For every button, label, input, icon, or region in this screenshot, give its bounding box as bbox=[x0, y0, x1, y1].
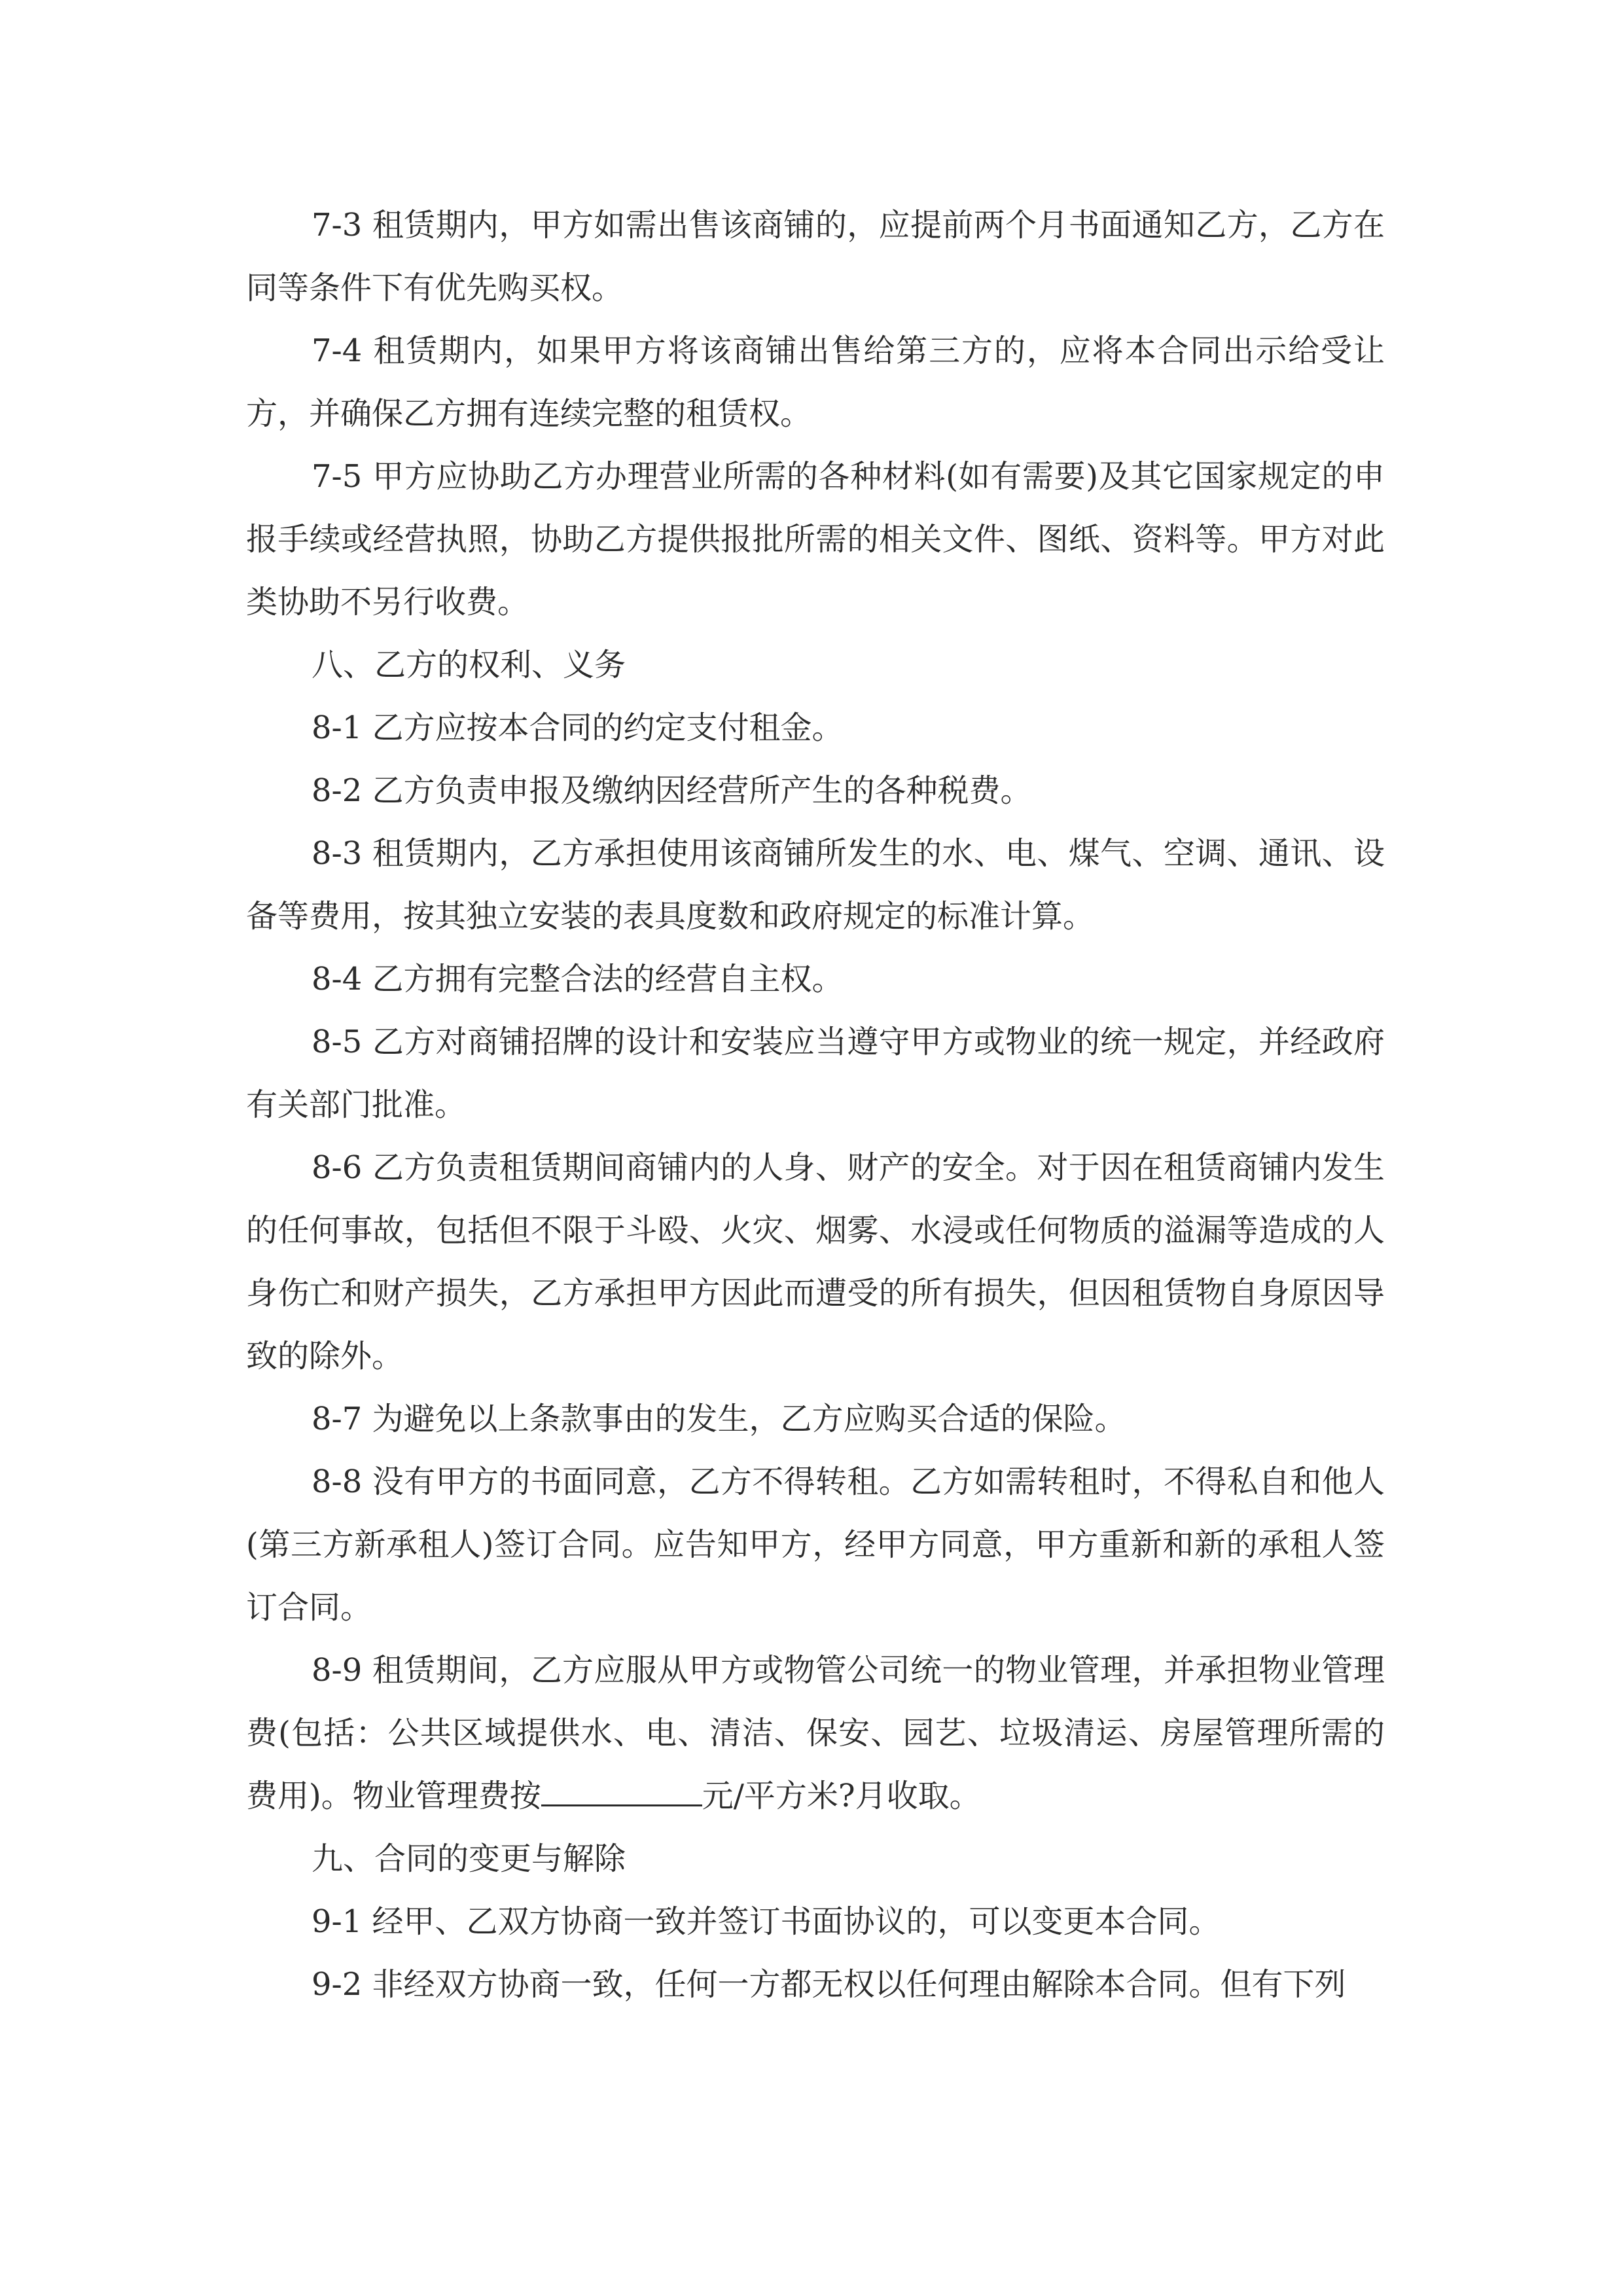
clause-8-1: 8-1 乙方应按本合同的约定支付租金。 bbox=[312, 709, 844, 746]
clause-8-4: 8-4 乙方拥有完整合法的经营自主权。 bbox=[312, 961, 844, 997]
document-body bbox=[246, 194, 1385, 2016]
clause-8-6: 8-6 乙方负责租赁期间商铺内的人身、财产的安全。对于因在租赁商铺内发生的任何事故，包括但不限于斗殴、火灾、烟雾、水浸或任何物质的溢漏等造成的人身伤亡和财产损失，乙方承担甲方因此而遭受的所有损失，但因租赁物自身原因导致的除外。 bbox=[246, 1149, 1385, 1374]
clause-9-1: 9-1 经甲、乙双方协商一致并签订书面协议的，可以变更本合同。 bbox=[312, 1903, 1221, 1940]
clause-8-9-text-before: 8-9 租赁期间，乙方应服从甲方或物管公司统一的物业管理，并承担物业管理费(包括：公共区域提供水、电、清洁、保安、园艺、垃圾清运、房屋管理所需的费用)。物业管理费按 bbox=[246, 1652, 1385, 1814]
clause-8-7: 8-7 为避免以上条款事由的发生，乙方应购买合适的保险。 bbox=[312, 1401, 1126, 1437]
clause-7-4: 7-4 租赁期内，如果甲方将该商铺出售给第三方的，应将本合同出示给受让方，并确保乙方拥有连续完整的租赁权。 bbox=[246, 332, 1385, 432]
clause-8-9 bbox=[246, 1639, 1385, 1827]
fee-blank-field bbox=[541, 1778, 702, 1806]
clause-8-9-text-after: 元/平方米?月收取。 bbox=[702, 1778, 981, 1814]
clause-8-2: 8-2 乙方负责申报及缴纳因经营所产生的各种税费。 bbox=[312, 772, 1032, 809]
clause-8-5: 8-5 乙方对商铺招牌的设计和安装应当遵守甲方或物业的统一规定，并经政府有关部门批准。 bbox=[246, 1024, 1385, 1123]
section-heading-8: 八、乙方的权利、义务 bbox=[312, 647, 626, 683]
section-heading-9: 九、合同的变更与解除 bbox=[312, 1840, 626, 1877]
clause-9-2: 9-2 非经双方协商一致，任何一方都无权以任何理由解除本合同。但有下列 bbox=[312, 1966, 1346, 2003]
clause-8-3: 8-3 租赁期内，乙方承担使用该商铺所发生的水、电、煤气、空调、通讯、设备等费用，按其独立安装的表具度数和政府规定的标准计算。 bbox=[246, 835, 1385, 935]
clause-8-8: 8-8 没有甲方的书面同意，乙方不得转租。乙方如需转租时，不得私自和他人(第三方新承租人)签订合同。应告知甲方，经甲方同意，甲方重新和新的承租人签订合同。 bbox=[246, 1463, 1385, 1626]
clause-7-5: 7-5 甲方应协助乙方办理营业所需的各种材料(如有需要)及其它国家规定的申报手续或经营执照，协助乙方提供报批所需的相关文件、图纸、资料等。甲方对此类协助不另行收费。 bbox=[246, 458, 1385, 620]
clause-7-3: 7-3 租赁期内，甲方如需出售该商铺的，应提前两个月书面通知乙方，乙方在同等条件下有优先购买权。 bbox=[246, 207, 1385, 306]
